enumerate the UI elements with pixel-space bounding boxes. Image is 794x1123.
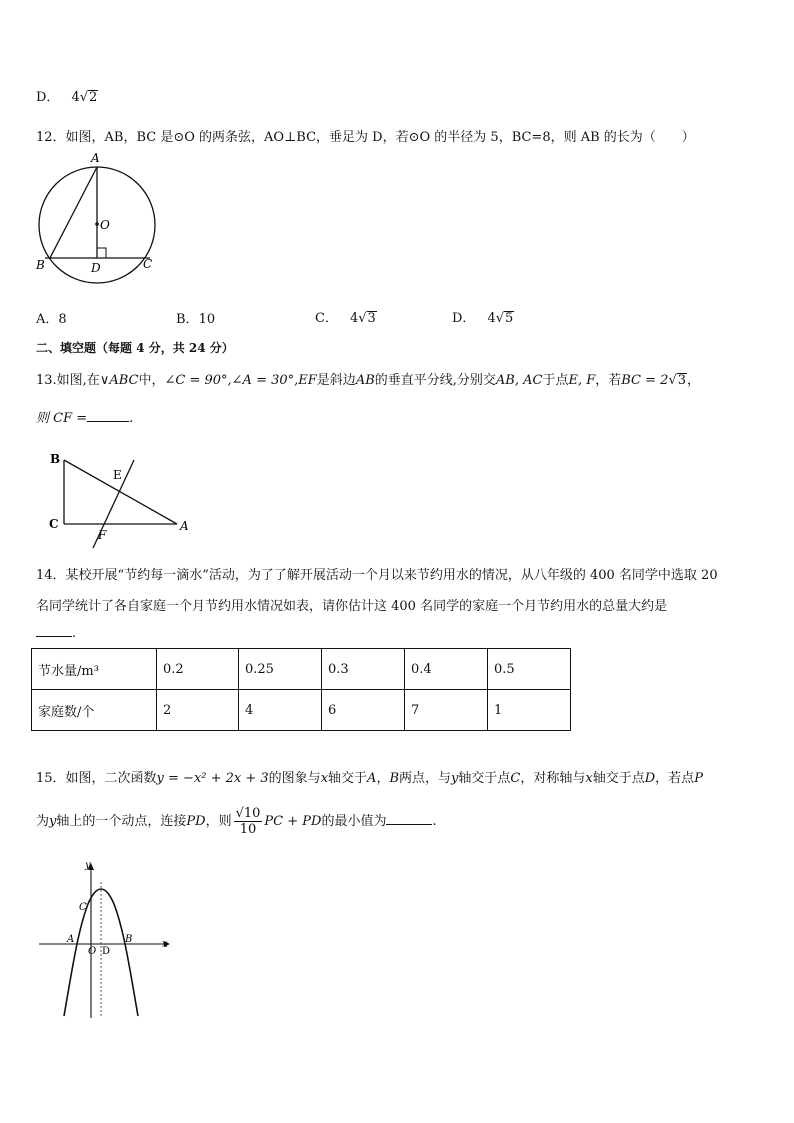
label-d: D — [102, 946, 111, 957]
q15-fraction — [234, 806, 263, 837]
table-cell: 0.3 — [322, 649, 405, 690]
q13-abac: AB, AC — [495, 373, 543, 388]
q13-part2: 中， — [138, 373, 165, 388]
section2-heading: 二、填空题（每题 4 分，共 24 分） — [36, 341, 234, 355]
label-a: A — [180, 519, 189, 533]
q15-x2: x — [585, 771, 593, 786]
q13-bc-radicand: 3 — [677, 373, 687, 388]
q12-option-b-label: B． — [176, 312, 199, 327]
table-cell: 0.5 — [488, 649, 571, 690]
table-cell: 0.25 — [239, 649, 322, 690]
q13-part5: 于点 — [542, 373, 569, 388]
table-cell: 0.4 — [405, 649, 488, 690]
q11-option-d-radicand: 2 — [89, 90, 98, 105]
q11-option-d-label: D． — [36, 90, 60, 105]
q13-ef: EF — [298, 373, 317, 388]
q12-question: 12．如图，AB，BC 是⊙O 的两条弦，AO⊥BC，垂足为 D，若⊙O 的半径为 5，BC=8，则 AB 的长为（ ） — [36, 130, 695, 145]
q13-triangle-figure — [44, 448, 194, 552]
q12-option-c-coef: 4 — [349, 311, 359, 326]
q15-d: D — [644, 771, 656, 786]
q13-conditions: ∠C = 90°,∠A = 30°, — [164, 373, 299, 388]
q15-p7: 轴交于点 — [592, 771, 645, 786]
label-f: F — [98, 528, 107, 542]
q15-pd: PD — [186, 814, 206, 829]
q14-answer-blank — [36, 624, 72, 637]
q15-fraction-numerator: √10 — [235, 806, 261, 821]
table-cell: 7 — [405, 690, 488, 731]
q12-option-d-coef: 4 — [487, 311, 496, 326]
q15-p1: 15．如图，二次函数 — [36, 771, 157, 786]
q12-option-d-label: D． — [452, 311, 476, 326]
label-c: C — [79, 902, 87, 913]
q12-option-d: D． 4√5 — [452, 311, 514, 326]
label-b: B — [125, 934, 133, 945]
q12-circle-figure — [30, 150, 165, 290]
table-cell: 0.2 — [157, 649, 239, 690]
label-x: x — [162, 939, 168, 950]
label-a: A — [67, 934, 75, 945]
segment-ab — [50, 167, 97, 258]
label-c: C — [49, 517, 59, 531]
q15-l2b: 轴上的一个动点，连接 — [56, 814, 187, 829]
table-cell: 2 — [157, 690, 239, 731]
q13-line2-text: 则 CF = — [36, 411, 88, 426]
q13-line1: 13.如图,在∨ABC中，∠C = 90°,∠A = 30°,EF是斜边AB的垂直平分线,分别交AB, AC于点E, F，若BC = 2√3， — [36, 373, 701, 388]
label-b: B — [50, 452, 61, 466]
q12-option-c-label: C． — [315, 311, 338, 326]
q15-b: B — [389, 771, 400, 786]
label-c: C — [143, 257, 153, 271]
label-o: O — [88, 946, 97, 957]
table-row-header: 家庭数/个 — [32, 690, 157, 731]
q15-p4: 两点，与 — [399, 771, 452, 786]
q13-triangle: ∨ABC — [99, 373, 139, 388]
q12-option-a-label: A． — [36, 312, 59, 327]
q15-l2y: y — [49, 814, 57, 829]
q12-option-d-radicand: 5 — [505, 311, 514, 326]
q15-p: P — [694, 771, 703, 786]
q15-c: C — [510, 771, 521, 786]
right-angle-mark — [97, 248, 106, 258]
table-row — [32, 649, 571, 690]
q15-a: A — [367, 771, 377, 786]
q15-p8: ，若点 — [655, 771, 695, 786]
label-y: y — [85, 860, 91, 871]
q13-bc-eq: BC = 2 — [621, 373, 669, 388]
q14-blank-line: . — [36, 624, 76, 641]
q15-l2a: 为 — [36, 814, 50, 829]
q15-comma: ， — [376, 771, 390, 786]
q12-option-a-value: 8 — [58, 312, 67, 327]
q13-ab: AB — [355, 373, 375, 388]
q13-part6: ，若 — [595, 373, 622, 388]
q15-answer-blank — [386, 812, 432, 825]
q12-option-a — [36, 308, 67, 327]
q15-line1 — [36, 767, 703, 786]
q15-p5: 轴交于点 — [458, 771, 511, 786]
label-e: E — [113, 468, 122, 482]
q15-y: y — [451, 771, 459, 786]
q15-l2c: ，则 — [205, 814, 232, 829]
q15-line2: 为y轴上的一个动点，连接PD，则 $\frac{√10}{10}$ PC + PD的最小值为 . — [36, 806, 437, 837]
q11-option-d-coef: 4 — [71, 90, 80, 105]
q15-l2d: 的最小值为 — [321, 814, 387, 829]
label-a: A — [91, 151, 100, 165]
q15-parabola-figure — [34, 858, 174, 1022]
q13-line2: 则 CF = . — [36, 411, 134, 426]
q15-func: y = −x² + 2x + 3 — [156, 771, 269, 786]
center-point — [95, 222, 99, 226]
label-b: B — [36, 258, 45, 272]
q13-ef-points: E, F — [568, 373, 596, 388]
q14-data-table — [31, 648, 571, 731]
parabola-curve — [64, 889, 138, 1016]
table-cell: 4 — [239, 690, 322, 731]
q14-line2: 名同学统计了各自家庭一个月节约用水情况如表，请你估计这 400 名同学的家庭一个月节约用水的总量大约是 — [36, 599, 668, 614]
q12-option-b-value: 10 — [198, 312, 216, 327]
q12-option-c: C． 4√3 — [315, 311, 376, 326]
label-d: D — [91, 261, 101, 275]
q13-answer-blank — [87, 409, 129, 422]
q11-option-d: D． 4√2 — [36, 90, 98, 105]
table-row — [32, 690, 571, 731]
q13-part3: 是斜边 — [316, 373, 356, 388]
q15-fraction-denominator: 10 — [239, 822, 257, 837]
q15-p3: 轴交于 — [328, 771, 368, 786]
q12-option-c-radicand: 3 — [367, 311, 376, 326]
q12-option-b — [176, 308, 215, 327]
table-cell: 6 — [322, 690, 405, 731]
table-cell: 1 — [488, 690, 571, 731]
q13-part4: 的垂直平分线,分别交 — [374, 373, 496, 388]
q15-p6: ，对称轴与 — [520, 771, 586, 786]
label-o: O — [100, 218, 110, 232]
q13-part1: 13.如图,在 — [36, 373, 100, 388]
q15-p2: 的图象与 — [268, 771, 321, 786]
q14-line1: 14．某校开展“节约每一滴水”活动，为了了解开展活动一个月以来节约用水的情况，从八年级的 400 名同学中选取 20 — [36, 568, 718, 583]
q15-x: x — [320, 771, 329, 786]
table-row-header: 节水量/m³ — [32, 649, 157, 690]
q15-expr: PC + PD — [264, 814, 322, 829]
